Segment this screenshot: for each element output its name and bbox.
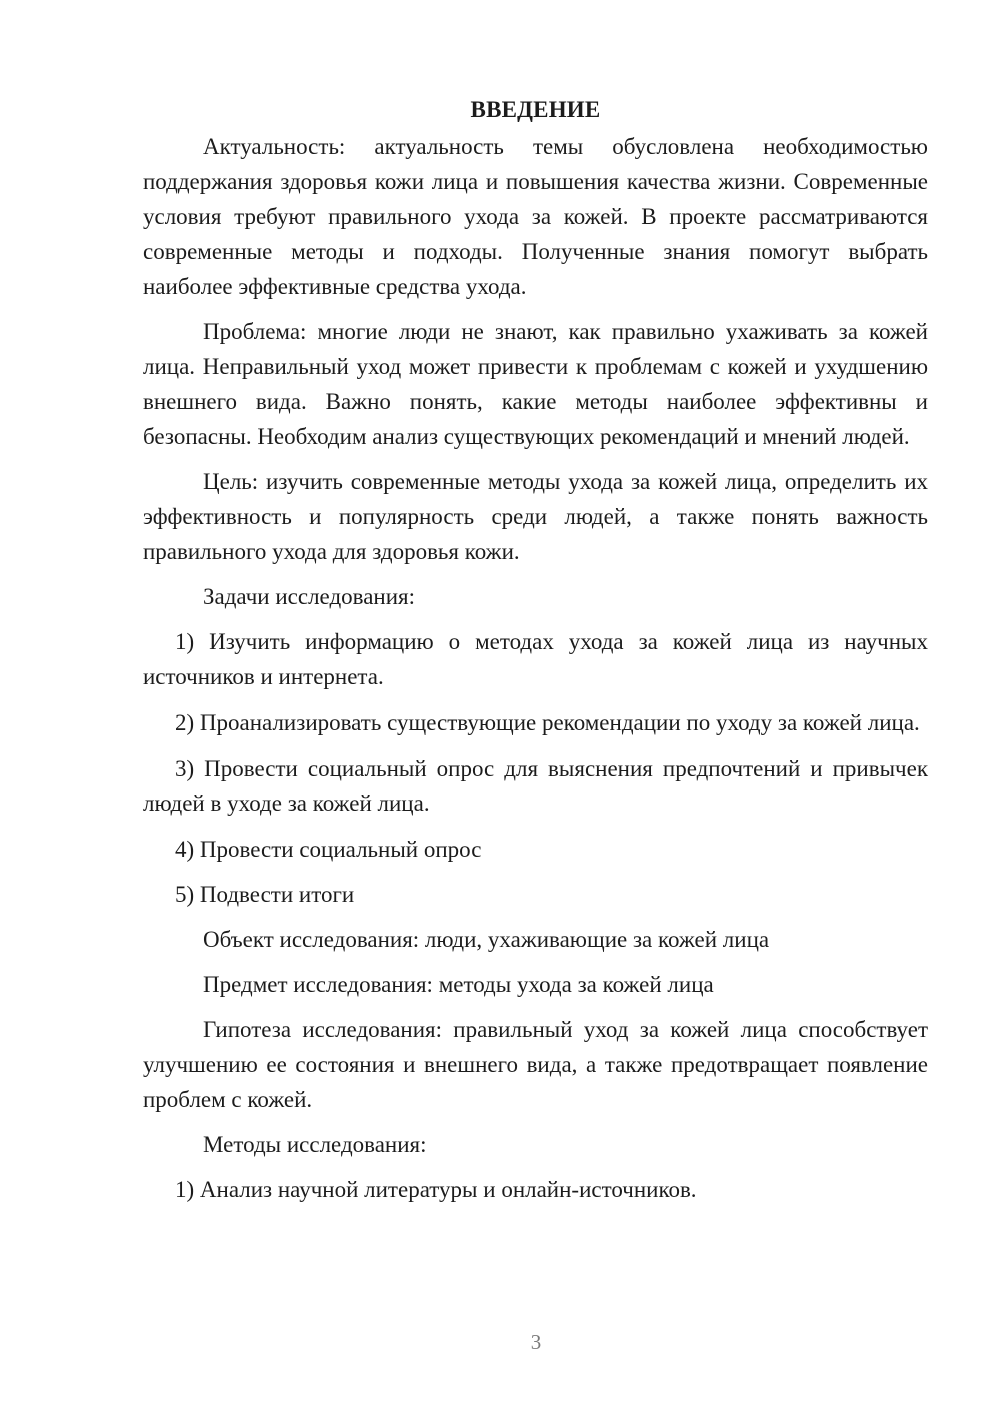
problem-paragraph: Проблема: многие люди не знают, как правильно ухаживать за кожей лица. Неправильный уход может привести к проблемам с кожей и ухудшению внешнего вида. Важно понять, какие методы наиболее эффективны и безопасны. Необходим анализ существующих рекомендаций и мнений людей.: [143, 319, 928, 449]
task-item-3: 3) Провести социальный опрос для выяснения предпочтений и привычек людей в уходе за кожей лица.: [143, 756, 928, 816]
relevance-paragraph: Актуальность: актуальность темы обусловлена необходимостью поддержания здоровья кожи лица и повышения качества жизни. Современные условия требуют правильного ухода за кожей. В проекте рассматриваются современные методы и подходы. Полученные знания помогут выбрать наиболее эффективные средства ухода.: [143, 134, 928, 299]
tasks-heading: Задачи исследования:: [203, 584, 416, 609]
task-item-1: 1) Изучить информацию о методах ухода за кожей лица из научных источников и интернета.: [143, 629, 928, 689]
methods-heading: Методы исследования:: [203, 1132, 427, 1157]
page-number: 3: [530, 1330, 542, 1354]
task-item-4: 4) Провести социальный опрос: [175, 837, 482, 862]
document-page: [143, 92, 928, 1217]
research-object: Объект исследования: люди, ухаживающие за кожей лица: [203, 927, 770, 952]
goal-paragraph: Цель: изучить современные методы ухода за кожей лица, определить их эффективность и популярность среди людей, а также понять важность правильного ухода для здоровья кожи.: [143, 469, 928, 564]
task-item-2: 2) Проанализировать существующие рекомендации по уходу за кожей лица.: [175, 710, 920, 735]
task-item-5: 5) Подвести итоги: [175, 882, 355, 907]
method-item-1: 1) Анализ научной литературы и онлайн-источников.: [175, 1177, 697, 1202]
research-subject: Предмет исследования: методы ухода за кожей лица: [203, 972, 714, 997]
hypothesis-paragraph: Гипотеза исследования: правильный уход за кожей лица способствует улучшению ее состояния и внешнего вида, а также предотвращает появление проблем с кожей.: [143, 1017, 928, 1112]
section-title: ВВЕДЕНИЕ: [470, 97, 601, 122]
